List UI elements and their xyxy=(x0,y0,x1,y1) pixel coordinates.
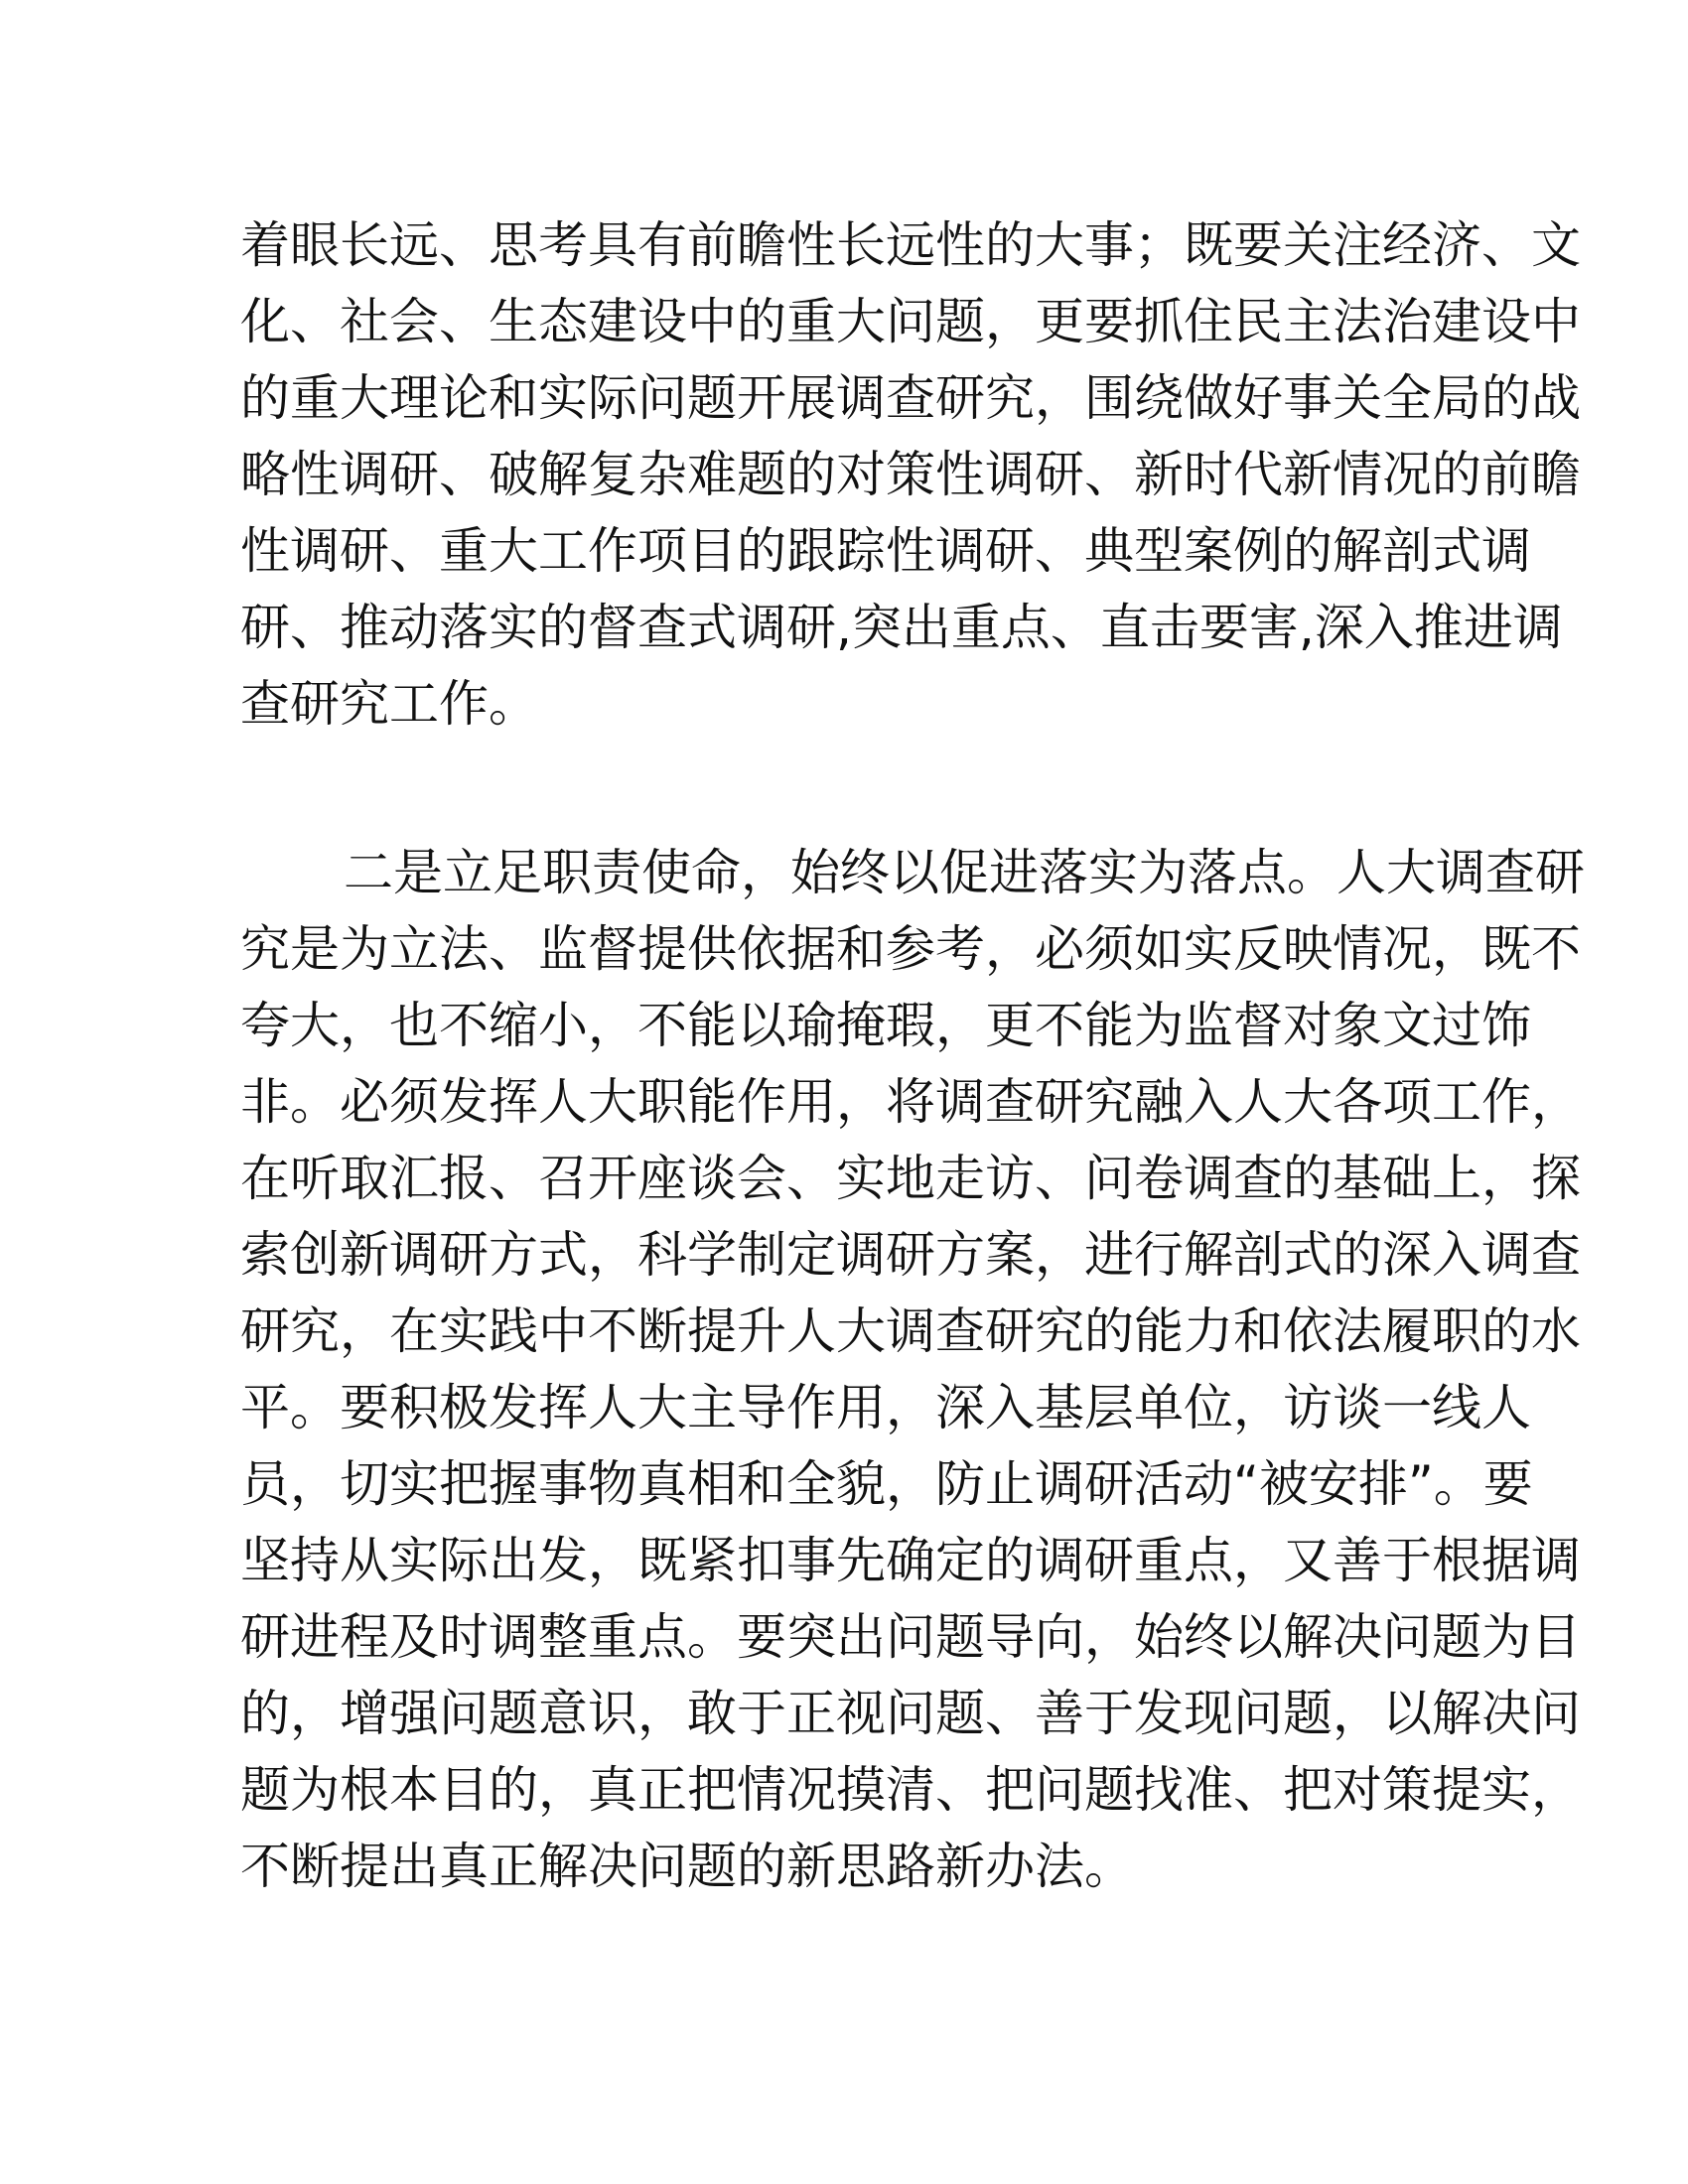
paragraph-2 xyxy=(240,835,1585,1905)
text-line: 题为根本目的，真正把情况摸清、把问题找准、把对策提实， xyxy=(240,1761,1581,1819)
text-line: 化、社会、生态建设中的重大问题，更要抓住民主法治建设中 xyxy=(240,293,1581,350)
text-line: 二是立足职责使命，始终以促进落实为落点。人大调查研 xyxy=(344,844,1585,901)
text-line: 研进程及时调整重点。要突出问题导向，始终以解决问题为目 xyxy=(240,1608,1581,1666)
text-line: 的，增强问题意识，敢于正视问题、善于发现问题，以解决问 xyxy=(240,1685,1581,1742)
text-line: 索创新调研方式，科学制定调研方案，进行解剖式的深入调查 xyxy=(240,1226,1581,1284)
text-line: 员，切实把握事物真相和全貌，防止调研活动“被安排”。要 xyxy=(240,1455,1533,1513)
text-line: 夸大，也不缩小，不能以瑜掩瑕，更不能为监督对象文过饰 xyxy=(240,997,1531,1054)
text-line: 在听取汇报、召开座谈会、实地走访、问卷调查的基础上，探 xyxy=(240,1150,1581,1207)
text-line: 略性调研、破解复杂难题的对策性调研、新时代新情况的前瞻 xyxy=(240,446,1581,503)
text-line: 平。要积极发挥人大主导作用，深入基层单位，访谈一线人 xyxy=(240,1379,1531,1436)
text-line: 研究，在实践中不断提升人大调查研究的能力和依法履职的水 xyxy=(240,1302,1581,1360)
text-line: 非。必须发挥人大职能作用，将调查研究融入人大各项工作， xyxy=(240,1073,1581,1131)
text-line: 的重大理论和实际问题开展调查研究，围绕做好事关全局的战 xyxy=(240,369,1581,427)
paragraph-1 xyxy=(240,207,1581,743)
text-line: 性调研、重大工作项目的跟踪性调研、典型案例的解剖式调 xyxy=(240,522,1531,580)
text-line: 不断提出真正解决问题的新思路新办法。 xyxy=(240,1838,1134,1895)
text-line: 查研究工作。 xyxy=(240,675,538,733)
text-line: 究是为立法、监督提供依据和参考，必须如实反映情况，既不 xyxy=(240,920,1581,978)
text-line: 着眼长远、思考具有前瞻性长远性的大事；既要关注经济、文 xyxy=(240,216,1581,274)
text-line: 坚持从实际出发，既紧扣事先确定的调研重点，又善于根据调 xyxy=(240,1532,1581,1589)
text-line: 研、推动落实的督查式调研,突出重点、直击要害,深入推进调 xyxy=(240,599,1563,656)
